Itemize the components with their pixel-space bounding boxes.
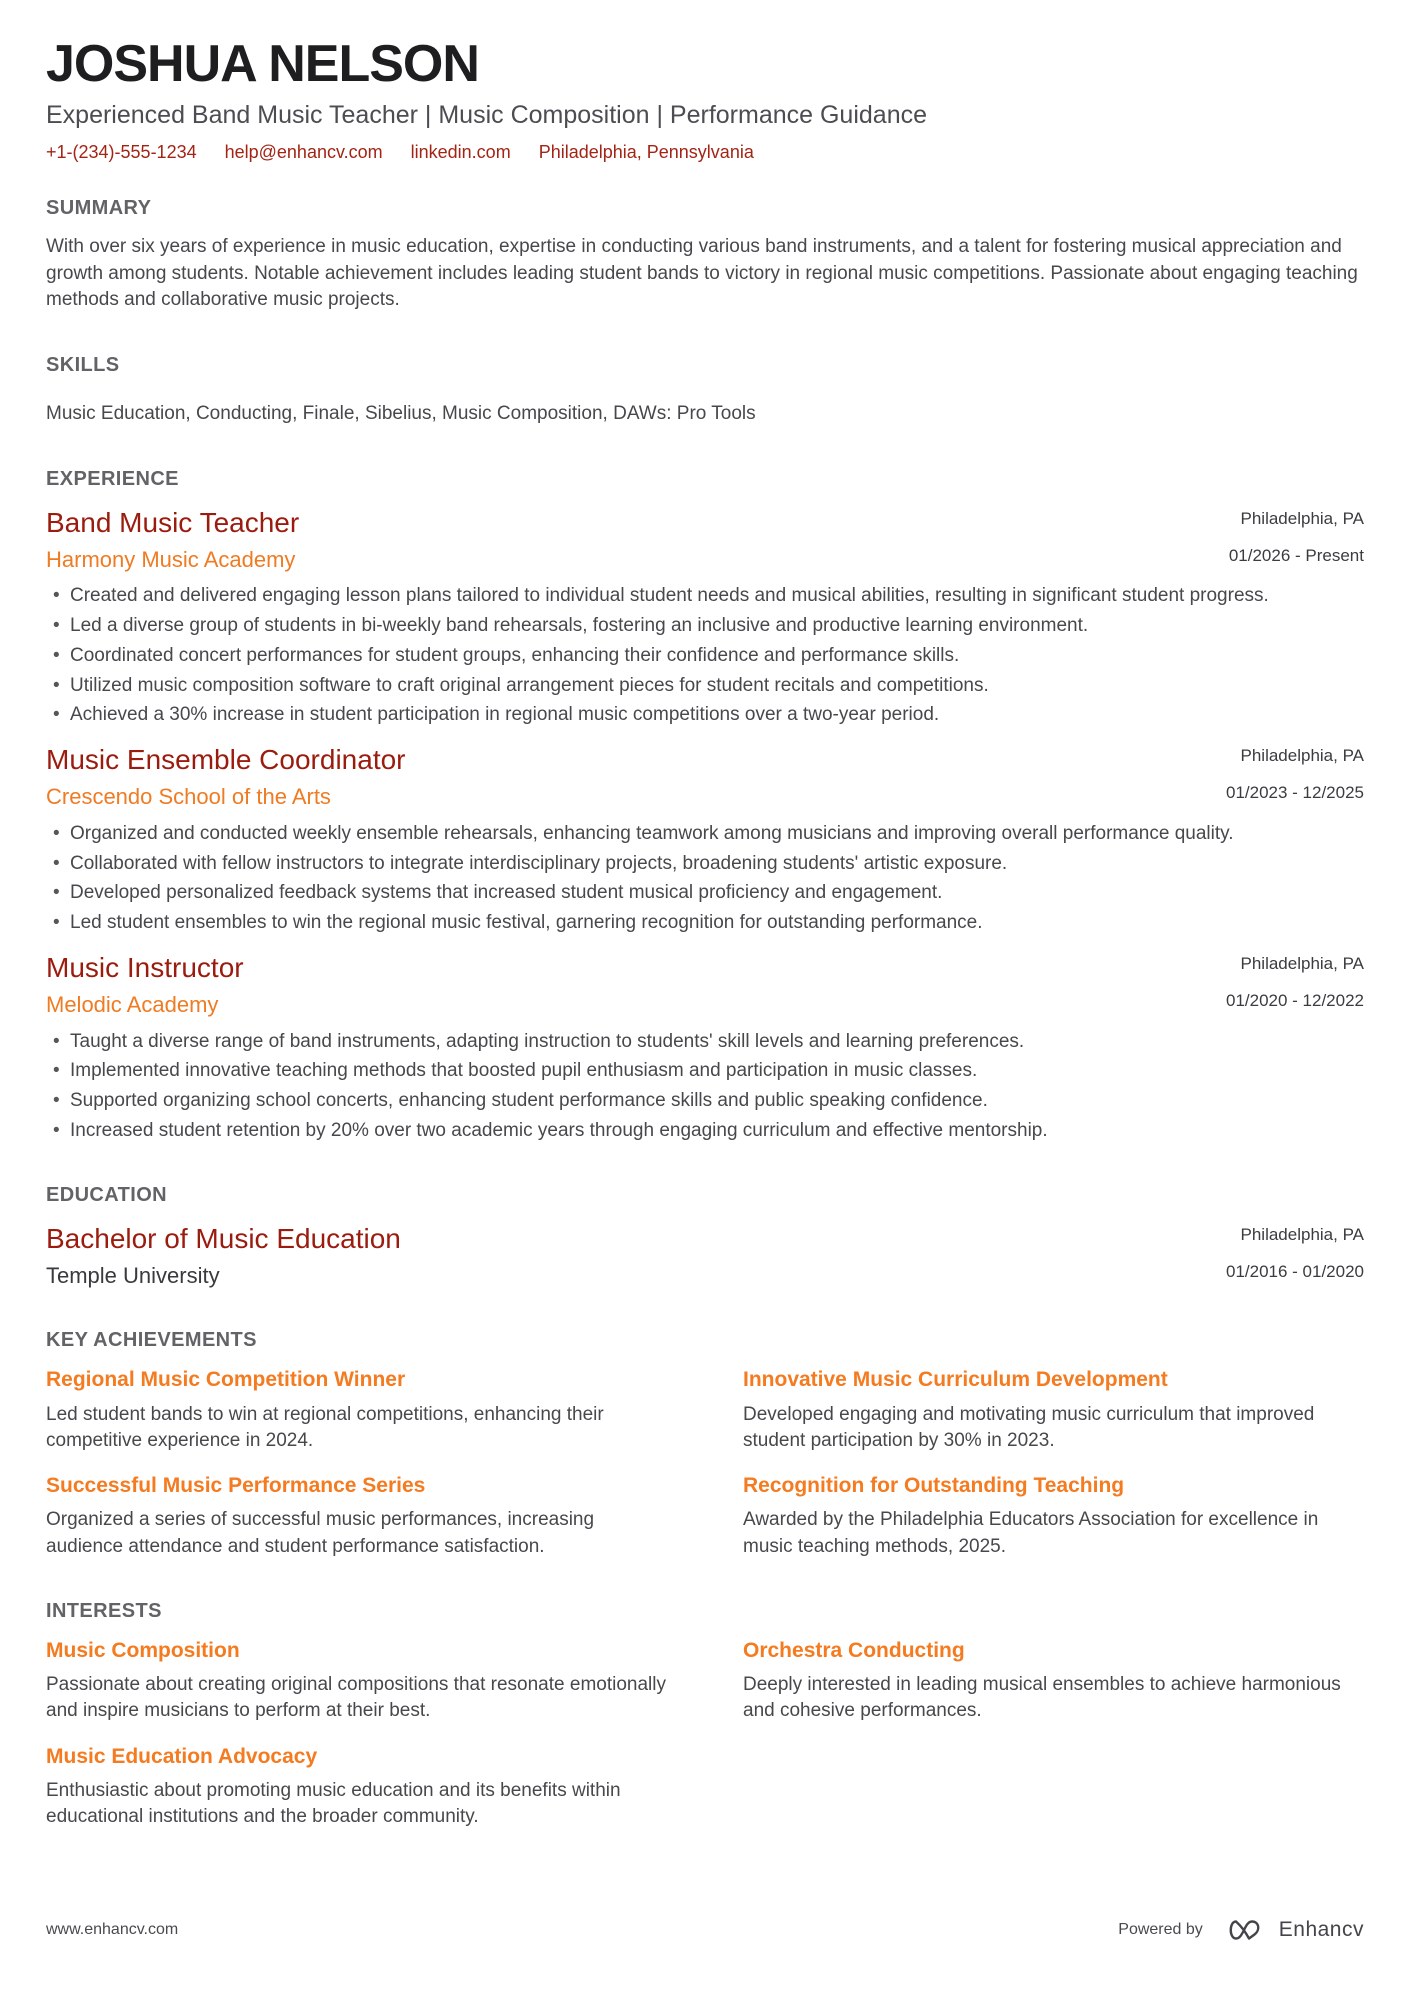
bullet-item: • Implemented innovative teaching methods that boosted pupil enthusiasm and participation in music classes.	[46, 1058, 1364, 1084]
job-location: Philadelphia, PA	[1240, 954, 1364, 974]
footer-site-link[interactable]: www.enhancv.com	[46, 1921, 179, 1938]
experience-heading: EXPERIENCE	[46, 467, 179, 490]
entry-header	[46, 742, 1364, 811]
education-location: Philadelphia, PA	[1240, 1224, 1364, 1244]
entry-meta	[1226, 742, 1364, 803]
summary-heading: SUMMARY	[46, 197, 152, 220]
interest-title: Music Composition	[46, 1638, 240, 1662]
entry-meta	[1226, 950, 1364, 1011]
entry-header	[46, 505, 1364, 574]
job-title: Band Music Teacher	[46, 506, 300, 538]
skills-section	[46, 354, 1364, 428]
job-dates: 01/2023 - 12/2025	[1225, 783, 1364, 803]
achievement-card	[743, 1472, 1364, 1560]
education-heading: EDUCATION	[46, 1183, 168, 1206]
bullet-item: • Led student ensembles to win the regional music festival, garnering recognition for outstanding performance.	[46, 910, 1364, 936]
bullet-item: • Coordinated concert performances for student groups, enhancing their confidence and performance skills.	[46, 643, 1364, 669]
interest-title: Music Education Advocacy	[46, 1744, 318, 1768]
entry-meta	[1229, 505, 1364, 566]
entry-titles	[46, 505, 299, 574]
degree-title: Bachelor of Music Education	[46, 1222, 401, 1254]
page-footer	[46, 1917, 1364, 1943]
entry-titles	[46, 950, 244, 1019]
education-dates: 01/2016 - 01/2020	[1225, 1261, 1364, 1281]
bullet-item: • Utilized music composition software to craft original arrangement pieces for student recitals and competitions.	[46, 673, 1364, 699]
job-location: Philadelphia, PA	[1240, 746, 1364, 766]
contact-email-link[interactable]: help@enhancv.com	[224, 142, 383, 163]
enhancv-wordmark[interactable]: Enhancv	[1278, 1918, 1364, 1941]
resume-header	[46, 36, 1364, 163]
job-bullets	[46, 1029, 1364, 1144]
bullet-item: • Taught a diverse range of band instruments, adapting instruction to students' skill levels and learning preferences.	[46, 1029, 1364, 1055]
education-section	[46, 1184, 1364, 1290]
interests-heading: INTERESTS	[46, 1599, 162, 1622]
interest-text: Deeply interested in leading musical ensembles to achieve harmonious and cohesive performances.	[743, 1674, 1341, 1722]
achievement-card	[46, 1472, 667, 1560]
interest-title: Orchestra Conducting	[743, 1638, 965, 1662]
bullet-item: • Increased student retention by 20% over two academic years through engaging curriculum and effective mentorship.	[46, 1118, 1364, 1144]
entry-titles	[46, 742, 406, 811]
interest-card	[46, 1637, 667, 1725]
bullet-item: • Supported organizing school concerts, enhancing student performance skills and public speaking confidence.	[46, 1088, 1364, 1114]
skills-heading: SKILLS	[46, 353, 120, 376]
achievement-text: Developed engaging and motivating music curriculum that improved student participation by 30% in 2023.	[743, 1403, 1315, 1451]
experience-entry	[46, 742, 1364, 936]
bullet-item: • Organized and conducted weekly ensemble rehearsals, enhancing teamwork among musicians and improving overall performance quality.	[46, 821, 1364, 847]
achievement-title: Innovative Music Curriculum Development	[743, 1368, 1168, 1392]
achievement-text: Led student bands to win at regional competitions, enhancing their competitive experience in 2024.	[46, 1403, 604, 1451]
interests-section	[46, 1600, 1364, 1830]
entry-header	[46, 950, 1364, 1019]
contact-linkedin-link[interactable]: linkedin.com	[410, 142, 511, 163]
job-company: Harmony Music Academy	[46, 546, 296, 572]
job-company: Crescendo School of the Arts	[46, 784, 331, 810]
achievements-heading: KEY ACHIEVEMENTS	[46, 1329, 257, 1352]
summary-text: With over six years of experience in music education, expertise in conducting various band instruments, and a talent for fostering musical appreciation and growth among students. Notable achievement includes leading student bands to victory in regional music competitions. Passionate about engaging teaching methods and collaborative music projects.	[46, 236, 1358, 311]
achievement-title: Recognition for Outstanding Teaching	[743, 1474, 1125, 1498]
interest-card	[46, 1743, 667, 1831]
entry-header	[46, 1221, 1364, 1290]
achievement-title: Successful Music Performance Series	[46, 1474, 426, 1498]
skills-list: Music Education, Conducting, Finale, Sibelius, Music Composition, DAWs: Pro Tools	[46, 402, 756, 424]
education-entry	[46, 1221, 1364, 1290]
job-title: Music Ensemble Coordinator	[46, 744, 406, 776]
achievement-card	[743, 1366, 1364, 1454]
interest-text: Passionate about creating original compositions that resonate emotionally and inspire musicians to perform at their best.	[46, 1674, 666, 1722]
bullet-item: • Achieved a 30% increase in student participation in regional music competitions over a two-year period.	[46, 702, 1364, 728]
contact-row	[46, 142, 1364, 163]
achievement-card	[46, 1366, 667, 1454]
achievements-grid	[46, 1352, 1364, 1559]
achievements-section	[46, 1329, 1364, 1559]
entry-titles	[46, 1221, 401, 1290]
entry-meta	[1226, 1221, 1364, 1282]
achievement-text: Awarded by the Philadelphia Educators Association for excellence in music teaching methods, 2025.	[743, 1509, 1319, 1557]
job-dates: 01/2020 - 12/2022	[1225, 991, 1364, 1011]
job-bullets	[46, 583, 1364, 728]
achievement-title: Regional Music Competition Winner	[46, 1368, 406, 1392]
summary-section	[46, 197, 1364, 314]
interest-text: Enthusiastic about promoting music education and its benefits within educational institutions and the broader community.	[46, 1779, 621, 1828]
experience-entry	[46, 950, 1364, 1144]
enhancv-logo-icon[interactable]	[1223, 1917, 1265, 1943]
experience-entry	[46, 505, 1364, 729]
candidate-name: JOSHUA NELSON	[46, 35, 479, 93]
job-location: Philadelphia, PA	[1240, 508, 1364, 528]
bullet-item: • Created and delivered engaging lesson plans tailored to individual student needs and musical abilities, resulting in significant student progress.	[46, 583, 1364, 609]
candidate-headline: Experienced Band Music Teacher | Music Composition | Performance Guidance	[46, 101, 928, 130]
contact-phone: +1-(234)-555-1234	[46, 142, 197, 163]
job-title: Music Instructor	[46, 952, 244, 984]
school-name: Temple University	[46, 1262, 220, 1288]
bullet-item: • Collaborated with fellow instructors to integrate interdisciplinary projects, broadening students' artistic exposure.	[46, 851, 1364, 877]
contact-location: Philadelphia, Pennsylvania	[538, 142, 754, 163]
powered-by-label: Powered by	[1118, 1921, 1203, 1938]
interest-card	[743, 1637, 1364, 1725]
job-bullets	[46, 821, 1364, 936]
interests-grid	[46, 1623, 1364, 1830]
bullet-item: • Led a diverse group of students in bi-weekly band rehearsals, fostering an inclusive and productive learning environment.	[46, 613, 1364, 639]
experience-section	[46, 468, 1364, 1144]
achievement-text: Organized a series of successful music performances, increasing audience attendance and student performance satisfaction.	[46, 1509, 595, 1557]
footer-brand	[1118, 1917, 1364, 1943]
job-dates: 01/2026 - Present	[1228, 545, 1364, 565]
job-company: Melodic Academy	[46, 992, 219, 1018]
bullet-item: • Developed personalized feedback systems that increased student musical proficiency and engagement.	[46, 880, 1364, 906]
